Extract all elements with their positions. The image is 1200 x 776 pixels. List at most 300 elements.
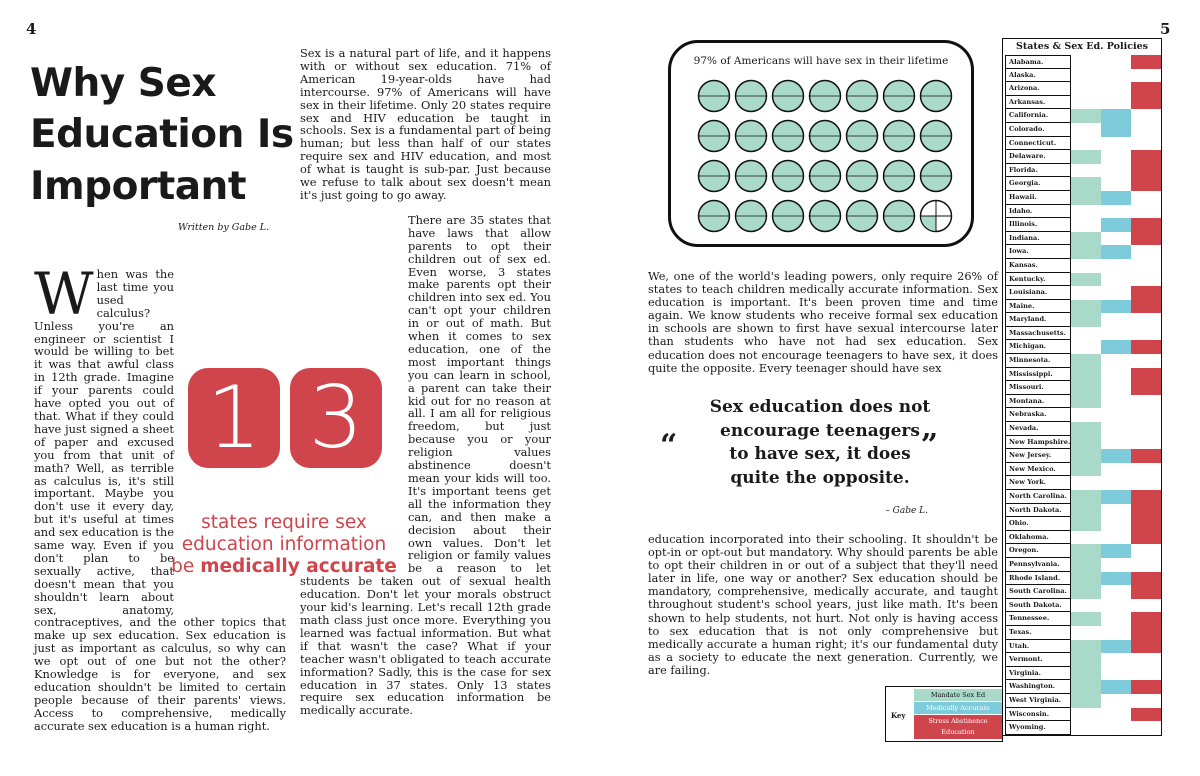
key-accurate: Medically Accurate — [914, 702, 1002, 714]
state-name: Maine. — [1005, 300, 1071, 314]
page-number-right: 5 — [1160, 20, 1171, 38]
state-name: Arkansas. — [1005, 96, 1071, 110]
state-name: Michigan. — [1005, 340, 1071, 354]
state-name: North Dakota. — [1005, 504, 1071, 518]
mandate-cell — [1071, 177, 1101, 191]
state-name: Louisiana. — [1005, 286, 1071, 300]
state-name: Colorado. — [1005, 123, 1071, 137]
state-name: New Hampshire. — [1005, 436, 1071, 450]
abstinence-cell — [1131, 504, 1161, 518]
accurate-cell — [1101, 327, 1131, 341]
policy-rows — [1003, 55, 1161, 735]
accurate-cell — [1101, 517, 1131, 531]
state-name: Hawaii. — [1005, 191, 1071, 205]
abstinence-cell — [1131, 667, 1161, 681]
abstinence-cell — [1131, 259, 1161, 273]
mandate-cell — [1071, 109, 1101, 123]
accurate-cell — [1101, 368, 1131, 382]
person-circle-icon — [808, 159, 842, 193]
mandate-cell — [1071, 422, 1101, 436]
state-name: Washington. — [1005, 680, 1071, 694]
abstinence-cell — [1131, 164, 1161, 178]
abstinence-cell — [1131, 544, 1161, 558]
person-circle-icon — [882, 79, 916, 113]
person-circle-icon — [697, 119, 731, 153]
state-row — [1003, 177, 1161, 191]
state-name: Texas. — [1005, 626, 1071, 640]
state-row — [1003, 599, 1161, 613]
state-row — [1003, 273, 1161, 287]
abstinence-cell — [1131, 55, 1161, 69]
mandate-cell — [1071, 626, 1101, 640]
state-row — [1003, 708, 1161, 722]
state-name: Iowa. — [1005, 245, 1071, 259]
accurate-cell — [1101, 599, 1131, 613]
state-name: Virginia. — [1005, 667, 1071, 681]
state-row — [1003, 205, 1161, 219]
abstinence-cell — [1131, 96, 1161, 110]
abstinence-cell — [1131, 368, 1161, 382]
mandate-cell — [1071, 96, 1101, 110]
state-name: Arizona. — [1005, 82, 1071, 96]
accurate-cell — [1101, 640, 1131, 654]
accurate-cell — [1101, 544, 1131, 558]
state-row — [1003, 626, 1161, 640]
mandate-cell — [1071, 82, 1101, 96]
accurate-cell — [1101, 667, 1131, 681]
state-name: Oregon. — [1005, 544, 1071, 558]
abstinence-cell — [1131, 286, 1161, 300]
mandate-cell — [1071, 123, 1101, 137]
mandate-cell — [1071, 476, 1101, 490]
abstinence-cell — [1131, 354, 1161, 368]
state-row — [1003, 585, 1161, 599]
accurate-cell — [1101, 504, 1131, 518]
key-label: Key — [891, 711, 906, 720]
accurate-cell — [1101, 721, 1131, 735]
mandate-cell — [1071, 245, 1101, 259]
abstinence-cell — [1131, 150, 1161, 164]
page-number-left: 4 — [26, 20, 37, 38]
person-circle-icon — [771, 199, 805, 233]
state-name: Mississippi. — [1005, 368, 1071, 382]
person-circle-icon — [919, 79, 953, 113]
mandate-cell — [1071, 572, 1101, 586]
accurate-cell — [1101, 273, 1131, 287]
state-row — [1003, 55, 1161, 69]
state-name: Wyoming. — [1005, 721, 1071, 735]
mandate-cell — [1071, 694, 1101, 708]
state-row — [1003, 694, 1161, 708]
abstinence-cell — [1131, 436, 1161, 450]
state-row — [1003, 109, 1161, 123]
close-quote-mark: ” — [920, 428, 938, 463]
state-name: California. — [1005, 109, 1071, 123]
accurate-cell — [1101, 123, 1131, 137]
state-row — [1003, 667, 1161, 681]
state-name: Alaska. — [1005, 69, 1071, 83]
accurate-cell — [1101, 476, 1131, 490]
person-circle-icon — [697, 79, 731, 113]
person-circle-icon — [808, 119, 842, 153]
accurate-cell — [1101, 177, 1131, 191]
person-circle-icon — [882, 119, 916, 153]
stat-caption — [168, 512, 400, 578]
state-row — [1003, 218, 1161, 232]
accurate-cell — [1101, 680, 1131, 694]
state-row — [1003, 259, 1161, 273]
mandate-cell — [1071, 150, 1101, 164]
state-row — [1003, 449, 1161, 463]
mandate-cell — [1071, 708, 1101, 722]
abstinence-cell — [1131, 708, 1161, 722]
person-circle-icon — [771, 119, 805, 153]
state-row — [1003, 653, 1161, 667]
infographic-box — [668, 40, 974, 247]
stat-caption-line-2: education information — [181, 534, 387, 555]
abstinence-cell — [1131, 69, 1161, 83]
state-name: Alabama. — [1005, 55, 1071, 69]
mandate-cell — [1071, 205, 1101, 219]
mandate-cell — [1071, 544, 1101, 558]
abstinence-cell — [1131, 572, 1161, 586]
mandate-cell — [1071, 408, 1101, 422]
abstinence-cell — [1131, 449, 1161, 463]
person-circle-icon — [734, 199, 768, 233]
mandate-cell — [1071, 368, 1101, 382]
accurate-cell — [1101, 708, 1131, 722]
state-name: North Carolina. — [1005, 490, 1071, 504]
partial-circle-icon — [919, 199, 953, 233]
accurate-cell — [1101, 381, 1131, 395]
mandate-cell — [1071, 612, 1101, 626]
state-name: Utah. — [1005, 640, 1071, 654]
state-name: Montana. — [1005, 395, 1071, 409]
abstinence-cell — [1131, 558, 1161, 572]
state-name: Rhode Island. — [1005, 572, 1071, 586]
abstinence-cell — [1131, 123, 1161, 137]
accurate-cell — [1101, 82, 1131, 96]
state-name: Missouri. — [1005, 381, 1071, 395]
person-circle-icon — [734, 79, 768, 113]
mandate-cell — [1071, 327, 1101, 341]
abstinence-cell — [1131, 177, 1161, 191]
abstinence-cell — [1131, 517, 1161, 531]
article-column-right-top: We, one of the world's leading powers, only require 26% of states to teach children medically accurate information. Sex education is important. It's been proven time and time again. We know students who receive formal sex education in schools are shown to first have sexual intercourse later than students who have not had sex education. Sex education does not encourage teenagers to have sex, it does quite the opposite. Every teenager should have sex — [648, 270, 998, 375]
mandate-cell — [1071, 191, 1101, 205]
mandate-cell — [1071, 680, 1101, 694]
state-row — [1003, 572, 1161, 586]
person-circle-icon — [697, 199, 731, 233]
accurate-cell — [1101, 408, 1131, 422]
state-name: Delaware. — [1005, 150, 1071, 164]
drop-cap: W — [34, 260, 94, 328]
accurate-cell — [1101, 340, 1131, 354]
abstinence-cell — [1131, 300, 1161, 314]
mandate-cell — [1071, 463, 1101, 477]
abstinence-cell — [1131, 476, 1161, 490]
state-name: West Virginia. — [1005, 694, 1071, 708]
state-row — [1003, 463, 1161, 477]
state-row — [1003, 544, 1161, 558]
column-2-paragraph-1: Sex is a natural part of life, and it happens with or without sex education. 71% of American 19-year-olds have had intercourse. 97% of Americans will have sex in their lifetime. Only 20 states require sex and HIV education be taught in schools. Sex is a fundamental part of being human; but less than half of our states require sex and HIV education, and most of what is taught is sub-par. Just because we refuse to talk about sex doesn't mean it's just going to go away. — [300, 46, 551, 202]
pull-quote-author: – Gabe L. — [885, 506, 928, 516]
state-name: Ohio. — [1005, 517, 1071, 531]
state-row — [1003, 354, 1161, 368]
accurate-cell — [1101, 191, 1131, 205]
abstinence-cell — [1131, 694, 1161, 708]
accurate-cell — [1101, 531, 1131, 545]
state-row — [1003, 531, 1161, 545]
mandate-cell — [1071, 340, 1101, 354]
stat-caption-line-3: be medically accurate — [171, 556, 397, 577]
state-name: Kentucky. — [1005, 273, 1071, 287]
state-row — [1003, 381, 1161, 395]
state-row — [1003, 368, 1161, 382]
key-mandate: Mandate Sex Ed — [914, 689, 1002, 701]
person-circle-icon — [845, 159, 879, 193]
state-row — [1003, 504, 1161, 518]
accurate-cell — [1101, 585, 1131, 599]
state-name: New Mexico. — [1005, 463, 1071, 477]
mandate-cell — [1071, 395, 1101, 409]
abstinence-cell — [1131, 340, 1161, 354]
person-circle-icon — [845, 199, 879, 233]
accurate-cell — [1101, 109, 1131, 123]
person-circle-icon — [882, 159, 916, 193]
mandate-cell — [1071, 531, 1101, 545]
headline-line-1: Why Sex — [30, 61, 216, 106]
state-name: Georgia. — [1005, 177, 1071, 191]
abstinence-cell — [1131, 408, 1161, 422]
abstinence-cell — [1131, 490, 1161, 504]
person-circle-icon — [697, 159, 731, 193]
state-row — [1003, 150, 1161, 164]
mandate-cell — [1071, 164, 1101, 178]
stat-caption-line-1: states require sex — [201, 512, 367, 533]
key-abstinence: Stress Abstinence Education — [914, 715, 1002, 739]
state-row — [1003, 82, 1161, 96]
accurate-cell — [1101, 395, 1131, 409]
mandate-cell — [1071, 721, 1101, 735]
byline: Written by Gabe L. — [178, 222, 270, 233]
accurate-cell — [1101, 354, 1131, 368]
pull-quote-text: Sex education does not encourage teenagers to have sex, it does quite the opposite. — [709, 397, 931, 488]
state-row — [1003, 422, 1161, 436]
abstinence-cell — [1131, 640, 1161, 654]
abstinence-cell — [1131, 626, 1161, 640]
accurate-cell — [1101, 653, 1131, 667]
accurate-cell — [1101, 218, 1131, 232]
mandate-cell — [1071, 273, 1101, 287]
state-row — [1003, 232, 1161, 246]
state-row — [1003, 476, 1161, 490]
state-name: Massachusetts. — [1005, 327, 1071, 341]
state-name: Nevada. — [1005, 422, 1071, 436]
accurate-cell — [1101, 245, 1131, 259]
accurate-cell — [1101, 137, 1131, 151]
state-name: South Dakota. — [1005, 599, 1071, 613]
person-circle-icon — [919, 159, 953, 193]
state-row — [1003, 137, 1161, 151]
legend-key — [885, 686, 1003, 742]
person-circle-icon — [845, 79, 879, 113]
abstinence-cell — [1131, 599, 1161, 613]
person-circle-icon — [882, 199, 916, 233]
headline-line-3: Important — [30, 163, 246, 209]
abstinence-cell — [1131, 612, 1161, 626]
state-name: South Carolina. — [1005, 585, 1071, 599]
state-row — [1003, 558, 1161, 572]
abstinence-cell — [1131, 245, 1161, 259]
accurate-cell — [1101, 313, 1131, 327]
infographic-title: 97% of Americans will have sex in their lifetime — [693, 55, 949, 67]
person-circle-icon — [734, 159, 768, 193]
accurate-cell — [1101, 205, 1131, 219]
abstinence-cell — [1131, 721, 1161, 735]
state-name: Idaho. — [1005, 205, 1071, 219]
abstinence-cell — [1131, 218, 1161, 232]
state-row — [1003, 164, 1161, 178]
person-circle-icon — [771, 79, 805, 113]
accurate-cell — [1101, 300, 1131, 314]
abstinence-cell — [1131, 381, 1161, 395]
person-circle-icon — [845, 119, 879, 153]
state-row — [1003, 490, 1161, 504]
state-row — [1003, 123, 1161, 137]
mandate-cell — [1071, 449, 1101, 463]
accurate-cell — [1101, 612, 1131, 626]
person-circle-icon — [808, 79, 842, 113]
accurate-cell — [1101, 572, 1131, 586]
headline-line-2: Education Is — [30, 112, 294, 158]
abstinence-cell — [1131, 191, 1161, 205]
abstinence-cell — [1131, 395, 1161, 409]
state-row — [1003, 721, 1161, 735]
mandate-cell — [1071, 69, 1101, 83]
headline — [30, 58, 295, 212]
state-name: New Jersey. — [1005, 449, 1071, 463]
state-name: Kansas. — [1005, 259, 1071, 273]
state-name: Illinois. — [1005, 218, 1071, 232]
state-name: Indiana. — [1005, 232, 1071, 246]
mandate-cell — [1071, 55, 1101, 69]
state-row — [1003, 191, 1161, 205]
mandate-cell — [1071, 300, 1101, 314]
abstinence-cell — [1131, 232, 1161, 246]
abstinence-cell — [1131, 313, 1161, 327]
mandate-cell — [1071, 558, 1101, 572]
mandate-cell — [1071, 667, 1101, 681]
mandate-cell — [1071, 599, 1101, 613]
state-row — [1003, 245, 1161, 259]
state-name: Florida. — [1005, 164, 1071, 178]
abstinence-cell — [1131, 109, 1161, 123]
state-name: Minnesota. — [1005, 354, 1071, 368]
state-row — [1003, 680, 1161, 694]
abstinence-cell — [1131, 327, 1161, 341]
state-name: Connecticut. — [1005, 137, 1071, 151]
person-circle-icon — [808, 199, 842, 233]
state-row — [1003, 640, 1161, 654]
mandate-cell — [1071, 354, 1101, 368]
mandate-cell — [1071, 381, 1101, 395]
accurate-cell — [1101, 55, 1131, 69]
mandate-cell — [1071, 259, 1101, 273]
mandate-cell — [1071, 218, 1101, 232]
abstinence-cell — [1131, 531, 1161, 545]
state-row — [1003, 286, 1161, 300]
accurate-cell — [1101, 422, 1131, 436]
mandate-cell — [1071, 286, 1101, 300]
accurate-cell — [1101, 694, 1131, 708]
accurate-cell — [1101, 626, 1131, 640]
accurate-cell — [1101, 96, 1131, 110]
state-name: New York. — [1005, 476, 1071, 490]
mandate-cell — [1071, 137, 1101, 151]
state-name: Maryland. — [1005, 313, 1071, 327]
article-column-1 — [34, 260, 286, 733]
state-row — [1003, 327, 1161, 341]
abstinence-cell — [1131, 422, 1161, 436]
accurate-cell — [1101, 259, 1131, 273]
abstinence-cell — [1131, 137, 1161, 151]
stat-digit-2: 3 — [290, 368, 382, 468]
open-quote-mark: “ — [660, 428, 678, 463]
person-circle-icon — [919, 119, 953, 153]
abstinence-cell — [1131, 205, 1161, 219]
abstinence-cell — [1131, 273, 1161, 287]
state-name: Oklahoma. — [1005, 531, 1071, 545]
state-row — [1003, 436, 1161, 450]
abstinence-cell — [1131, 680, 1161, 694]
accurate-cell — [1101, 463, 1131, 477]
mandate-cell — [1071, 232, 1101, 246]
mandate-cell — [1071, 504, 1101, 518]
mandate-cell — [1071, 653, 1101, 667]
stat-caption-bold: medically accurate — [200, 556, 397, 577]
mandate-cell — [1071, 490, 1101, 504]
state-row — [1003, 517, 1161, 531]
abstinence-cell — [1131, 82, 1161, 96]
column-2-paragraph-2: There are 35 states that have laws that allow parents to opt their children out of sex ed. Even worse, 3 states make parents opt their children into sex ed. You can't opt your children in or out of math. But when it comes to sex education, one of the most important things you can learn in school, a parent can take their kid out for no reason at all. I am all for religious freedom, but just because you or your religion values abstinence doesn't mean your kids will too. It's important teens get all the information they can, and then make a decision about their own values. Don't let religion or family values be a reason to let students be taken out of sexual health education. Don't let your morals obstruct your kid's learning. Let's recall 12th grade math class just once more. Everything you learned was factual information. But what if that wasn't the case? What if your teacher wasn't obligated to teach accurate information? Sadly, this is the case for sex education in 37 states. Only 13 states require sex education information be medically accurate. — [300, 212, 551, 718]
accurate-cell — [1101, 150, 1131, 164]
accurate-cell — [1101, 449, 1131, 463]
accurate-cell — [1101, 232, 1131, 246]
accurate-cell — [1101, 69, 1131, 83]
stat-digit-1: 1 — [188, 368, 280, 468]
person-circle-icon — [771, 159, 805, 193]
accurate-cell — [1101, 164, 1131, 178]
state-name: Nebraska. — [1005, 408, 1071, 422]
mandate-cell — [1071, 436, 1101, 450]
state-row — [1003, 313, 1161, 327]
person-circle-icon — [734, 119, 768, 153]
state-name: Pennsylvania. — [1005, 558, 1071, 572]
state-row — [1003, 395, 1161, 409]
mandate-cell — [1071, 585, 1101, 599]
state-row — [1003, 612, 1161, 626]
accurate-cell — [1101, 436, 1131, 450]
state-name: Tennessee. — [1005, 612, 1071, 626]
abstinence-cell — [1131, 585, 1161, 599]
mandate-cell — [1071, 517, 1101, 531]
article-column-right-bottom: education incorporated into their schooling. It shouldn't be opt-in or opt-out but mandatory. Why should parents be able to opt their children in or out of a subject that they'll need later in life, one way or another? Sex education should be mandatory, comprehensive, medically accurate, and taught throughout student's school years, just like math. It's been shown to help students, not hurt. Not only is having access to sex education that is not only comprehensive but medically accurate a human right; it's our fundamental duty as a society to educate the next generation. Currently, we are failing. — [648, 533, 998, 677]
accurate-cell — [1101, 490, 1131, 504]
circle-grid — [697, 79, 957, 233]
abstinence-cell — [1131, 463, 1161, 477]
state-name: Vermont. — [1005, 653, 1071, 667]
